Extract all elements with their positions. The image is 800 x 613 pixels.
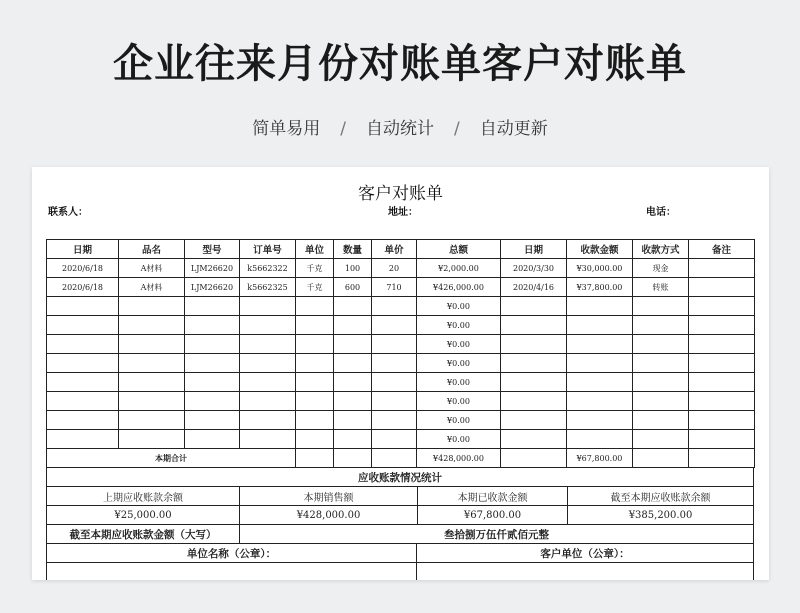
table-cell [633, 430, 689, 449]
column-header: 订单号 [240, 240, 296, 259]
table-cell [240, 430, 296, 449]
table-cell [334, 316, 372, 335]
table-cell: 2020/6/18 [47, 278, 119, 297]
table-cell: ¥0.00 [417, 430, 501, 449]
table-cell [119, 373, 185, 392]
table-cell [689, 259, 755, 278]
table-cell: 2020/4/16 [501, 278, 567, 297]
column-header: 数量 [334, 240, 372, 259]
table-cell [689, 392, 755, 411]
table-cell [567, 430, 633, 449]
table-cell [119, 392, 185, 411]
table-cell: 千克 [296, 278, 334, 297]
summary-value-sales: ¥428,000.00 [240, 506, 418, 524]
table-cell [240, 335, 296, 354]
table-cell: 千克 [296, 259, 334, 278]
table-cell [334, 297, 372, 316]
table-cell [47, 392, 119, 411]
table-cell [501, 411, 567, 430]
table-cell [334, 430, 372, 449]
table-cell [689, 449, 755, 468]
summary-title-row [46, 467, 754, 487]
summary-value-balance: ¥385,200.00 [628, 509, 693, 521]
table-row [47, 316, 755, 335]
table-cell [119, 411, 185, 430]
table-cell: ¥30,000.00 [567, 259, 633, 278]
column-header: 品名 [119, 240, 185, 259]
table-cell [240, 373, 296, 392]
table-cell [47, 316, 119, 335]
total-row [47, 449, 755, 468]
summary-title: 应收账款情况统计 [358, 471, 442, 484]
table-cell [296, 449, 334, 468]
table-cell [334, 335, 372, 354]
table-row [47, 278, 755, 297]
table-cell [240, 316, 296, 335]
table-cell [689, 335, 755, 354]
table-cell [334, 411, 372, 430]
table-cell [633, 297, 689, 316]
column-header: 收款方式 [633, 240, 689, 259]
table-cell: ¥0.00 [417, 335, 501, 354]
table-cell: ¥0.00 [417, 297, 501, 316]
table-cell: ¥0.00 [417, 392, 501, 411]
feature-auto-stats: 自动统计 [366, 119, 434, 139]
table-cell [185, 316, 240, 335]
table-cell [119, 335, 185, 354]
table-cell [47, 335, 119, 354]
customer-unit-label: 客户单位（公章）： [540, 547, 630, 560]
table-row [47, 259, 755, 278]
table-cell: LJM26620 [185, 259, 240, 278]
table-cell: A材料 [119, 259, 185, 278]
summary-label-sales: 本期销售额 [240, 487, 418, 505]
table-cell [372, 373, 417, 392]
table-cell: ¥37,800.00 [567, 278, 633, 297]
table-cell: ¥0.00 [417, 354, 501, 373]
table-cell [501, 449, 567, 468]
table-cell [567, 354, 633, 373]
table-row [47, 297, 755, 316]
table-cell [119, 316, 185, 335]
table-cell [501, 297, 567, 316]
statement-title: 客户对账单 [358, 184, 443, 204]
table-cell [689, 373, 755, 392]
amount-in-words-value: 叁拾捌万伍仟贰佰元整 [444, 528, 549, 541]
table-cell [567, 335, 633, 354]
table-cell [372, 297, 417, 316]
table-cell: k5662322 [240, 259, 296, 278]
separator: / [454, 119, 460, 139]
table-cell [296, 316, 334, 335]
column-header: 单位 [296, 240, 334, 259]
table-cell [185, 354, 240, 373]
table-cell [296, 392, 334, 411]
unit-seal-area [47, 563, 417, 580]
receivables-summary [46, 467, 754, 580]
summary-value-prev-balance: ¥25,000.00 [47, 506, 240, 524]
table-row [47, 430, 755, 449]
statement-sheet [32, 167, 769, 580]
table-cell [372, 335, 417, 354]
table-cell [501, 430, 567, 449]
table-cell [689, 316, 755, 335]
table-cell [47, 297, 119, 316]
table-cell [633, 449, 689, 468]
feature-easy: 简单易用 [252, 119, 321, 139]
seal-row [46, 544, 754, 563]
feature-tagline [0, 114, 800, 139]
table-cell [372, 354, 417, 373]
table-cell [119, 297, 185, 316]
table-cell [633, 392, 689, 411]
table-cell: ¥0.00 [417, 316, 501, 335]
table-cell [633, 316, 689, 335]
table-cell: ¥0.00 [417, 373, 501, 392]
amount-in-words-label: 截至本期应收账款金额（大写） [47, 525, 240, 543]
table-cell [633, 373, 689, 392]
table-cell [372, 430, 417, 449]
column-header: 收款金额 [567, 240, 633, 259]
total-label: 本期合计 [47, 449, 296, 468]
table-cell [567, 316, 633, 335]
table-cell: ¥2,000.00 [417, 259, 501, 278]
table-cell [689, 278, 755, 297]
summary-labels-row [46, 487, 754, 506]
summary-label-received: 本期已收款金额 [418, 487, 568, 505]
table-cell [689, 354, 755, 373]
table-cell [185, 411, 240, 430]
amount-in-words-row [46, 525, 754, 544]
table-cell [47, 411, 119, 430]
table-cell [372, 316, 417, 335]
table-cell [689, 411, 755, 430]
table-cell [240, 392, 296, 411]
column-header: 日期 [47, 240, 119, 259]
table-cell: ¥426,000.00 [417, 278, 501, 297]
table-header [47, 240, 755, 259]
phone-label: 电话： [646, 207, 676, 218]
table-cell: 2020/3/30 [501, 259, 567, 278]
table-cell [296, 411, 334, 430]
unit-name-label: 单位名称（公章）： [47, 544, 417, 562]
table-row [47, 335, 755, 354]
table-cell [501, 354, 567, 373]
summary-label-balance: 截至本期应收账款余额 [610, 492, 711, 504]
column-header: 日期 [501, 240, 567, 259]
column-header: 单价 [372, 240, 417, 259]
table-cell: k5662325 [240, 278, 296, 297]
table-cell: A材料 [119, 278, 185, 297]
table-row [47, 354, 755, 373]
table-cell: 现金 [633, 259, 689, 278]
table-cell [334, 392, 372, 411]
table-cell [633, 335, 689, 354]
table-cell [633, 354, 689, 373]
total-amount: ¥428,000.00 [417, 449, 501, 468]
customer-seal-area [417, 563, 753, 580]
table-cell [334, 373, 372, 392]
table-cell [185, 335, 240, 354]
column-header: 型号 [185, 240, 240, 259]
table-cell [633, 411, 689, 430]
feature-auto-update: 自动更新 [479, 119, 548, 139]
table-cell: 600 [334, 278, 372, 297]
table-cell [501, 392, 567, 411]
table-cell [185, 373, 240, 392]
table-cell [240, 297, 296, 316]
table-row [47, 392, 755, 411]
table-cell [47, 430, 119, 449]
table-cell [567, 373, 633, 392]
table-cell [689, 297, 755, 316]
table-cell [119, 430, 185, 449]
table-cell: LJM26620 [185, 278, 240, 297]
table-cell [296, 373, 334, 392]
table-cell [567, 297, 633, 316]
table-cell [334, 449, 372, 468]
table-cell [501, 316, 567, 335]
table-cell [296, 430, 334, 449]
table-cell [567, 392, 633, 411]
table-cell [689, 430, 755, 449]
table-cell [372, 449, 417, 468]
table-cell: ¥0.00 [417, 411, 501, 430]
table-cell [240, 354, 296, 373]
column-header: 总额 [417, 240, 501, 259]
statement-table [46, 239, 755, 468]
page-title: 企业往来月份对账单客户对账单 [113, 41, 687, 87]
column-header: 备注 [689, 240, 755, 259]
address-label: 地址： [388, 207, 418, 218]
table-cell [296, 354, 334, 373]
table-cell [501, 373, 567, 392]
summary-values-row [46, 506, 754, 525]
table-cell [296, 335, 334, 354]
table-cell: 100 [334, 259, 372, 278]
table-cell [567, 411, 633, 430]
table-cell: 710 [372, 278, 417, 297]
table-cell [185, 297, 240, 316]
table-row [47, 411, 755, 430]
table-cell [372, 411, 417, 430]
table-cell [185, 392, 240, 411]
table-cell: 20 [372, 259, 417, 278]
table-cell [47, 373, 119, 392]
table-cell [334, 354, 372, 373]
table-cell: 转账 [633, 278, 689, 297]
table-cell [185, 430, 240, 449]
table-cell [47, 354, 119, 373]
summary-label-prev-balance: 上期应收账款余额 [47, 487, 240, 505]
contact-label: 联系人： [48, 207, 88, 218]
table-cell [119, 354, 185, 373]
table-cell [501, 335, 567, 354]
seal-space-row [46, 563, 754, 580]
separator: / [340, 119, 346, 139]
table-cell: 2020/6/18 [47, 259, 119, 278]
total-received: ¥67,800.00 [567, 449, 633, 468]
table-cell [240, 411, 296, 430]
table-row [47, 373, 755, 392]
summary-value-received: ¥67,800.00 [418, 506, 568, 524]
table-cell [372, 392, 417, 411]
table-cell [296, 297, 334, 316]
